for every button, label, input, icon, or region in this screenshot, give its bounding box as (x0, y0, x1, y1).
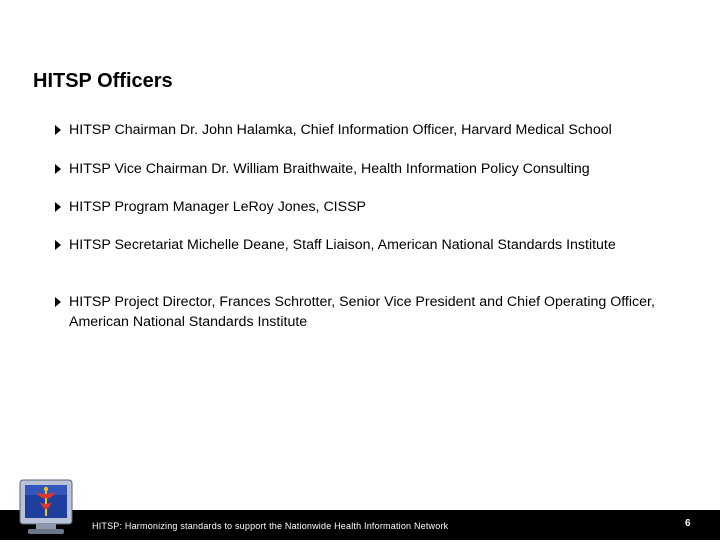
bullet-text: HITSP Program Manager LeRoy Jones, CISSP (69, 199, 367, 215)
footer-tagline: HITSP: Harmonizing standards to support the Nationwide Health Information Network (92, 521, 449, 531)
bullet-text: HITSP Secretariat Michelle Deane, Staff Liaison, American National Standards Institute (69, 237, 616, 253)
list-item (54, 235, 694, 255)
list-item (54, 120, 694, 140)
triangle-right-icon (54, 235, 69, 255)
triangle-right-icon (54, 292, 69, 312)
bullet-text: HITSP Project Director, Frances Schrotter, Senior Vice President and Chief Operating Officer, American National Standards Institute (69, 294, 655, 330)
list-item (54, 197, 694, 217)
page-number: 6 (685, 518, 691, 529)
triangle-right-icon (54, 197, 69, 217)
slide-title: HITSP Officers (33, 70, 173, 92)
bullet-text: HITSP Chairman Dr. John Halamka, Chief Information Officer, Harvard Medical School (69, 122, 612, 138)
triangle-right-icon (54, 120, 69, 140)
triangle-right-icon (54, 159, 69, 179)
bullet-text: HITSP Vice Chairman Dr. William Braithwaite, Health Information Policy Consulting (69, 161, 590, 177)
hitsp-monitor-logo (14, 476, 78, 540)
list-item (54, 292, 694, 332)
list-item (54, 159, 694, 179)
